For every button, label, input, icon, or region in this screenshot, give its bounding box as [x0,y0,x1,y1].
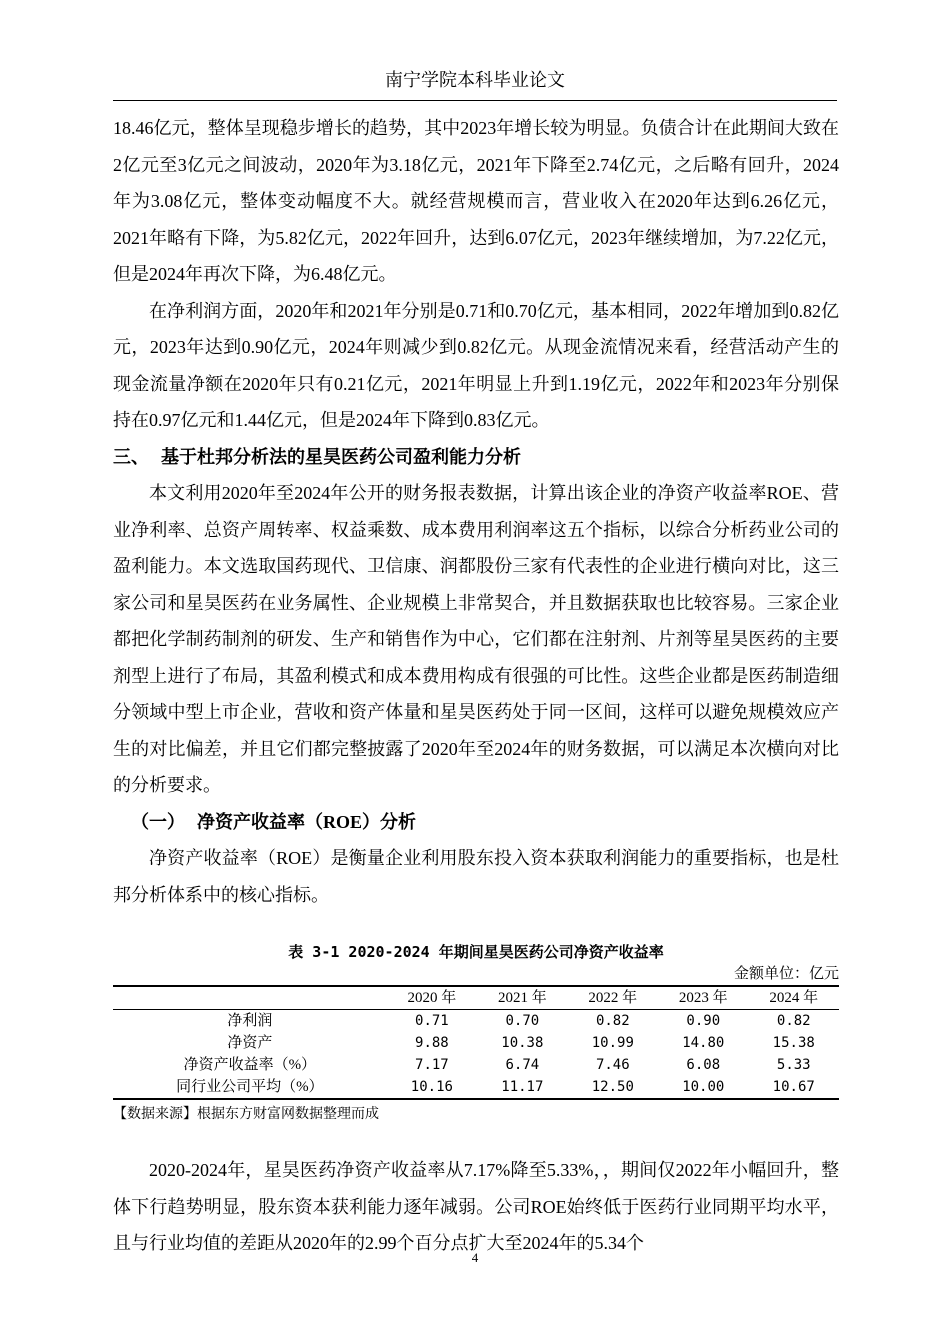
table-row [113,1054,839,1076]
section-number: 三、 [113,446,149,467]
table-cell: 6.08 [686,1057,721,1073]
table-cell: 0.82 [776,1013,811,1029]
table-caption: 表 3-1 2020-2024 年期间星昊医药公司净资产收益率 [288,943,664,961]
table-cell: 10.67 [772,1079,815,1095]
table-cell: 0.82 [595,1013,630,1029]
table-cell: 0.70 [505,1013,540,1029]
roe-table [113,985,839,1100]
table-unit: 金额单位：亿元 [733,966,839,982]
column-header: 2023 年 [658,986,748,1010]
paragraph: 净资产收益率（ROE）是衡量企业利用股东投入资本获取利润能力的重要指标，也是杜邦分析体系中的核心指标。 [113,848,839,905]
row-label: 同行业公司平均（%） [176,1079,324,1095]
column-header [113,986,387,1010]
table-cell: 11.17 [501,1079,544,1095]
table-cell: 10.99 [591,1035,634,1051]
paragraph: 2020-2024年，星昊医药净资产收益率从7.17%降至5.33%，，期间仅2022年小幅回升，整体下行趋势明显，股东资本获利能力逐年减弱。公司ROE始终低于医药行业同期平均水平，且与行业均值的差距从2020年的2.99个百分点扩大至2024年的5.34个 [113,1160,839,1253]
column-header: 2020 年 [387,986,477,1010]
column-header: 2024 年 [749,986,839,1010]
row-label: 净资产收益率（%） [183,1057,317,1073]
table-header-row [113,986,839,1010]
table-cell: 10.38 [501,1035,544,1051]
table-row [113,1010,839,1033]
table-cell: 0.71 [415,1013,449,1029]
table-cell: 9.88 [415,1035,449,1051]
paragraph: 18.46亿元，整体呈现稳步增长的趋势，其中2023年增长较为明显。负债合计在此期间大致在2亿元至3亿元之间波动，2020年为3.18亿元，2021年下降至2.74亿元，之后略有回升，2024年为3.08亿元，整体变动幅度不大。就经营规模而言，营业收入在2020年达到6.26亿元，2021年略有下降，为5.82亿元，2022年回升，达到6.07亿元，2023年继续增加，为7.22亿元，但是2024年再次下降，为6.48亿元。 [113,118,839,284]
table-cell: 0.90 [686,1013,721,1029]
subsection-title: 净资产收益率（ROE）分析 [197,811,417,832]
paragraph: 本文利用2020年至2024年公开的财务报表数据，计算出该企业的净资产收益率ROE、营业净利率、总资产周转率、权益乘数、成本费用利润率这五个指标，以综合分析药业公司的盈利能力。本文选取国药现代、卫信康、润都股份三家有代表性的企业进行横向对比，这三家公司和星昊医药在业务属性、企业规模上非常契合，并且数据获取也比较容易。三家企业都把化学制药制剂的研发、生产和销售作为中心，它们都在注射剂、片剂等星昊医药的主要剂型上进行了布局，其盈利模式和成本费用构成有很强的可比性。这些企业都是医药制造细分领域中型上市企业，营收和资产体量和星昊医药处于同一区间，这样可以避免规模效应产生的对比偏差，并且它们都完整披露了2020年至2024年的财务数据，可以满足本次横向对比的分析要求。 [113,483,839,795]
table-cell: 7.17 [415,1057,449,1073]
table-source-note: 【数据来源】根据东方财富网数据整理而成 [113,1107,379,1122]
subsection-heading [113,804,839,841]
column-header: 2021 年 [477,986,567,1010]
table-cell: 6.74 [505,1057,540,1073]
section-heading [113,439,839,476]
table-cell: 5.33 [776,1057,811,1073]
table-cell: 14.80 [682,1035,725,1051]
running-header: 南宁学院本科毕业论文 [113,60,837,101]
table-cell: 10.16 [410,1079,453,1095]
paragraph: 在净利润方面，2020年和2021年分别是0.71和0.70亿元，基本相同，2022年增加到0.82亿元，2023年达到0.90亿元，2024年则减少到0.82亿元。从现金流情况来看，经营活动产生的现金流量净额在2020年只有0.21亿元，2021年明显上升到1.19亿元，2022年和2023年分别保持在0.97亿元和1.44亿元，但是2024年下降到0.83亿元。 [113,300,839,430]
table-cell: 7.46 [595,1057,630,1073]
table-row [113,1032,839,1054]
table-row [113,1076,839,1099]
row-label: 净资产 [227,1035,273,1051]
table-cell: 15.38 [772,1035,815,1051]
page-number: 4 [471,1250,479,1265]
subsection-number: （一） [131,811,185,832]
body-text [113,110,839,1262]
column-header: 2022 年 [568,986,658,1010]
section-title: 基于杜邦分析法的星昊医药公司盈利能力分析 [161,446,521,467]
row-label: 净利润 [227,1013,273,1029]
table-cell: 10.00 [682,1079,725,1095]
table-cell: 12.50 [591,1079,634,1095]
